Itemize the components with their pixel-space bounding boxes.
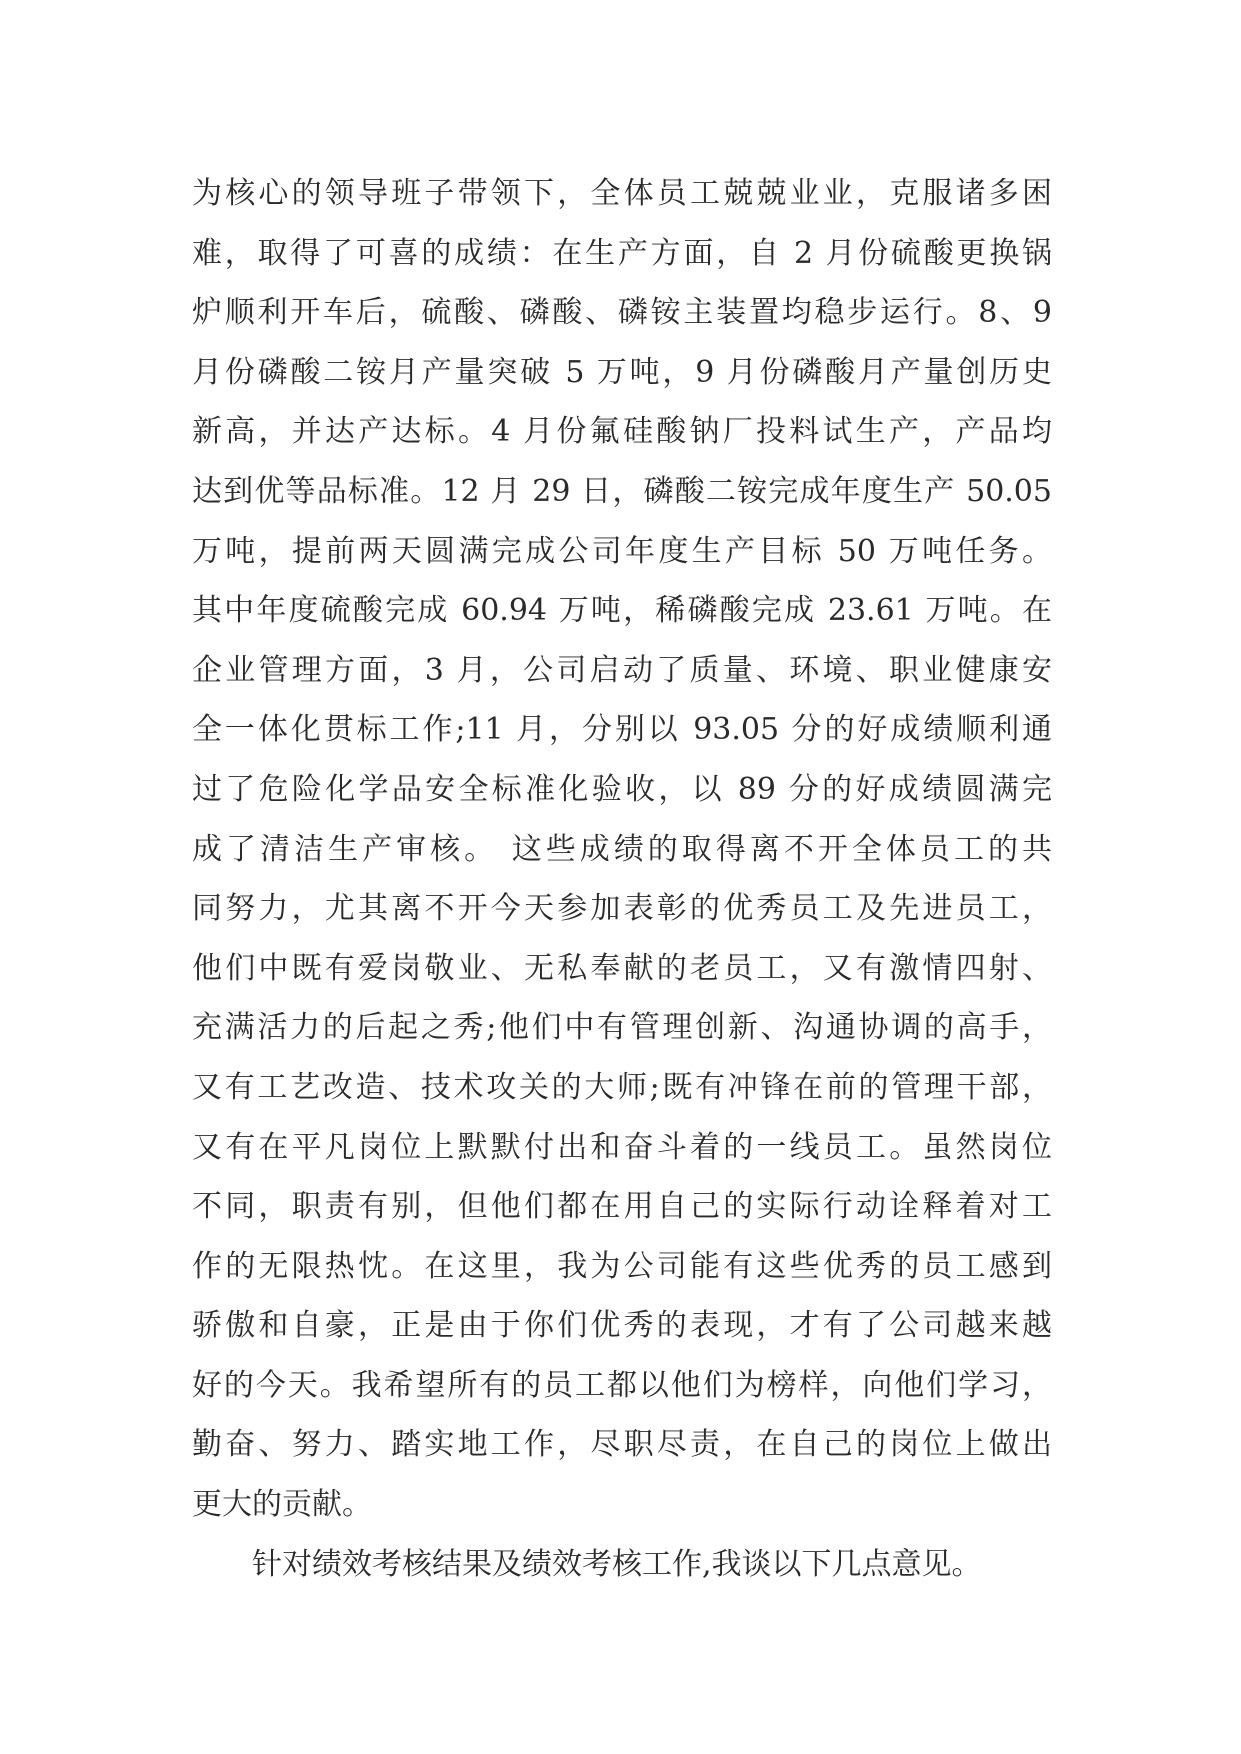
text-line: 骄傲和自豪，正是由于你们优秀的表现，才有了公司越来越 (192, 1308, 1052, 1344)
text-line: 充满活力的后起之秀;他们中有管理创新、沟通协调的高手， (192, 1010, 1052, 1046)
text-line: 成了清洁生产审核。 这些成绩的取得离不开全体员工的共 (192, 831, 1052, 867)
text-line: 月份磷酸二铵月产量突破 5 万吨，9 月份磷酸月产量创历史 (192, 354, 1052, 390)
text-line: 万吨，提前两天圆满完成公司年度生产目标 50 万吨任务。 (192, 533, 1052, 569)
text-line: 又有工艺改造、技术攻关的大师;既有冲锋在前的管理干部， (192, 1069, 1052, 1105)
paragraph-two: 针对绩效考核结果及绩效考核工作,我谈以下几点意见。 (252, 1546, 982, 1582)
text-line: 不同，职责有别，但他们都在用自己的实际行动诠释着对工 (192, 1189, 1052, 1225)
text-line: 企业管理方面，3 月，公司启动了质量、环境、职业健康安 (192, 652, 1052, 688)
text-line: 达到优等品标准。12 月 29 日，磷酸二铵完成年度生产 50.05 (192, 473, 1052, 509)
text-line: 全一体化贯标工作;11 月，分别以 93.05 分的好成绩顺利通 (192, 712, 1052, 748)
text-line: 炉顺利开车后，硫酸、磷酸、磷铵主装置均稳步运行。8、9 (192, 295, 1052, 331)
text-line: 勤奋、努力、踏实地工作，尽职尽责，在自己的岗位上做出 (192, 1427, 1052, 1463)
text-line: 其中年度硫酸完成 60.94 万吨，稀磷酸完成 23.61 万吨。在 (192, 593, 1052, 629)
text-line: 新高，并达产达标。4 月份氟硅酸钠厂投料试生产，产品均 (192, 414, 1052, 450)
text-line: 作的无限热忱。在这里，我为公司能有这些优秀的员工感到 (192, 1248, 1052, 1284)
text-line: 难，取得了可喜的成绩：在生产方面，自 2 月份硫酸更换锅 (192, 235, 1052, 271)
document-body (192, 164, 1052, 1594)
text-line: 又有在平凡岗位上默默付出和奋斗着的一线员工。虽然岗位 (192, 1129, 1052, 1165)
text-line: 好的今天。我希望所有的员工都以他们为榜样，向他们学习， (192, 1367, 1052, 1403)
text-line: 为核心的领导班子带领下，全体员工兢兢业业，克服诸多困 (192, 176, 1052, 211)
text-line: 他们中既有爱岗敬业、无私奉献的老员工，又有激情四射、 (192, 950, 1052, 986)
text-line: 同努力，尤其离不开今天参加表彰的优秀员工及先进员工， (192, 891, 1052, 927)
text-line: 更大的贡献。 (192, 1487, 372, 1523)
text-line: 过了危险化学品安全标准化验收，以 89 分的好成绩圆满完 (192, 771, 1052, 807)
